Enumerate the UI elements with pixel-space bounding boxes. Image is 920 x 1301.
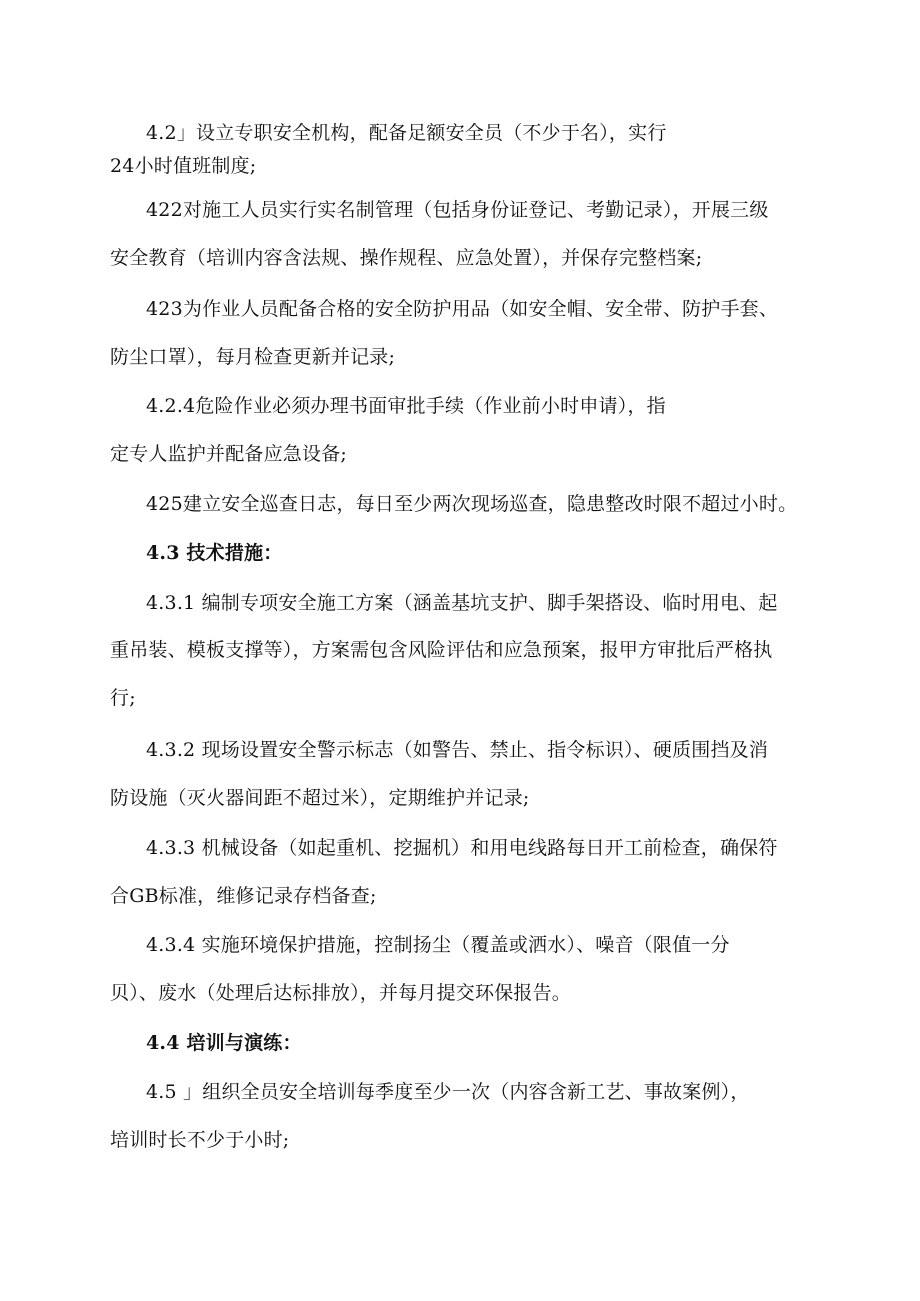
paragraph-4-2-2-line-1: 422对施工人员实行实名制管理（包括身份证登记、考勤记录），开展三级 [146,199,769,221]
paragraph-4-3-1-line-2: 重吊装、模板支撑等），方案需包含风险评估和应急预案，报甲方审批后严格执 [110,639,773,661]
paragraph-4-3-3-line-2: 合GB标准，维修记录存档备查; [110,885,377,907]
heading-4-3: 4.3 技术措施： [146,542,283,564]
paragraph-4-2-1-line-1: 4.2」设立专职安全机构，配备足额安全员（不少于名），实行 [146,122,667,144]
paragraph-4-3-1-line-1: 4.3.1 编制专项安全施工方案（涵盖基坑支护、脚手架搭设、临时用电、起 [146,592,778,614]
paragraph-4-3-3-line-1: 4.3.3 机械设备（如起重机、挖掘机）和用电线路每日开工前检查，确保符 [146,837,778,859]
paragraph-4-3-2-line-1: 4.3.2 现场设置安全警示标志（如警告、禁止、指令标识）、硬质围挡及消 [146,739,769,761]
paragraph-4-3-4-line-1: 4.3.4 实施环境保护措施，控制扬尘（覆盖或洒水）、噪音（限值一分 [146,934,730,956]
paragraph-4-3-4-line-2: 贝）、废水（处理后达标排放），并每月提交环保报告。 [110,982,572,1004]
paragraph-4-2-3-line-1: 423为作业人员配备合格的安全防护用品（如安全帽、安全带、防护手套、 [146,298,779,320]
paragraph-4-2-2-line-2: 安全教育（培训内容含法规、操作规程、应急处置），并保存完整档案; [110,247,703,269]
paragraph-4-5-line-1: 4.5 」组织全员安全培训每季度至少一次（内容含新工艺、事故案例）， [146,1081,750,1103]
paragraph-4-2-3-line-2: 防尘口罩），每月检查更新并记录; [110,346,396,368]
paragraph-4-2-4-line-1: 4.2.4危险作业必须办理书面审批手续（作业前小时申请），指 [146,395,666,417]
paragraph-4-2-1-line-2: 24小时值班制度; [110,155,257,177]
paragraph-4-3-1-line-3: 行; [110,687,136,709]
paragraph-4-3-2-line-2: 防设施（灭火器间距不超过米），定期维护并记录; [110,787,530,809]
paragraph-4-5-line-2: 培训时长不少于小时; [110,1129,290,1151]
paragraph-4-2-5: 425建立安全巡查日志，每日至少两次现场巡查，隐患整改时限不超过小时。 [146,493,798,515]
heading-4-4: 4.4 培训与演练： [146,1032,302,1054]
paragraph-4-2-4-line-2: 定专人监护并配备应急设备; [110,443,348,465]
